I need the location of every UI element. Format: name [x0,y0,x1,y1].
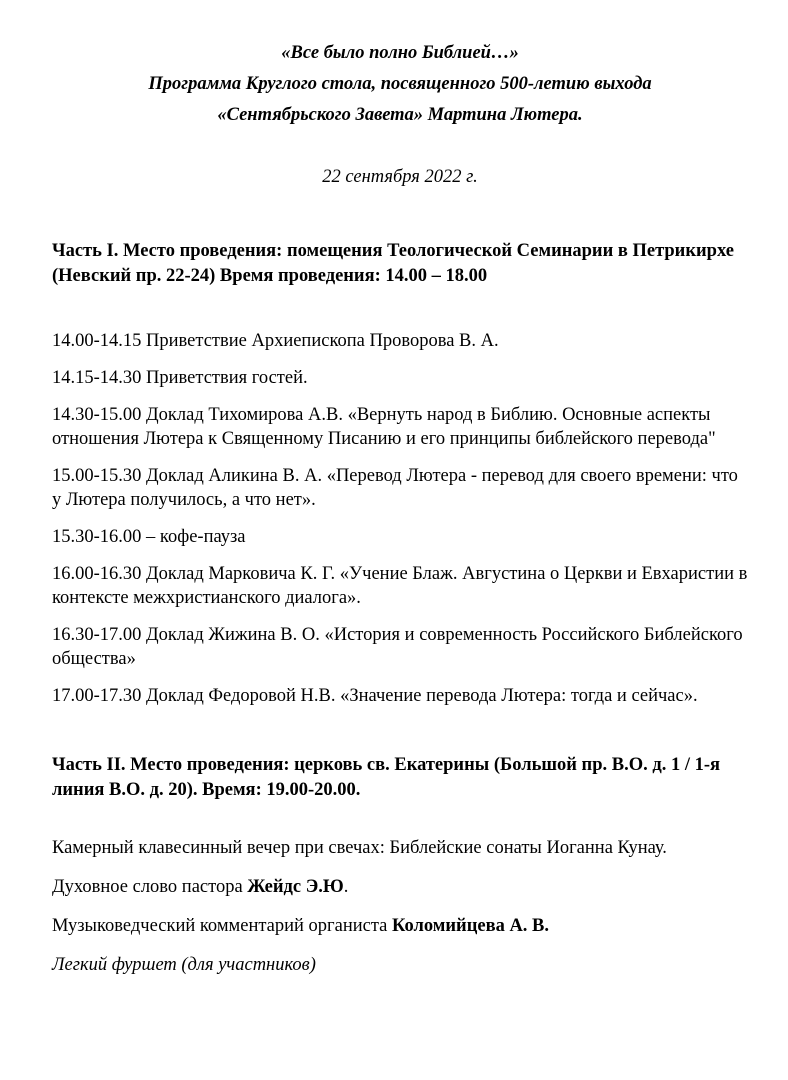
schedule-item: 14.00-14.15 Приветствие Архиепископа Проворова В. А. [52,331,499,351]
header-epigraph: «Все было полно Библией…» [281,43,519,63]
sermon-prefix: Духовное слово пастора [52,877,248,897]
sermon-pastor-name: Жейдс Э.Ю [247,877,344,897]
part-2-title: Часть II. Место проведения: церковь св. Екатерины (Большой пр. В.О. д. 1 / 1-я линия В.О. д. 20). Время: 19.00-20.00. [52,755,721,800]
schedule-item: 14.15-14.30 Приветствия гостей. [52,368,308,388]
schedule-item: 15.00-15.30 Доклад Аликина В. А. «Перевод Лютера - перевод для своего времени: что у Лютера получилось, а что нет». [52,466,738,510]
schedule-item: 16.30-17.00 Доклад Жижина В. О. «История и современность Российского Библейского общества» [52,625,743,669]
organist-name: Коломийцева А. В. [392,916,550,936]
schedule-item: 15.30-16.00 – кофе-пауза [52,527,246,547]
commentary-prefix: Музыковедческий комментарий органиста [52,916,393,936]
sermon-item [52,875,748,899]
document-header [52,0,748,131]
concert-item: Камерный клавесинный вечер при свечах: Библейские сонаты Иоганна Кунау. [52,838,667,858]
commentary-item [52,914,748,938]
part-1-title: Часть I. Место проведения: помещения Теологической Семинарии в Петрикирхе (Невский пр. 22-24) Время проведения: 14.00 – 18.00 [52,241,734,286]
sermon-suffix: . [343,877,349,897]
schedule-item: 14.30-15.00 Доклад Тихомирова А.В. «Вернуть народ в Библию. Основные аспекты отношения Лютера к Священному Писанию и его принципы библейского перевода" [52,405,716,449]
event-date: 22 сентября 2022 г. [322,167,478,187]
buffet-item: Легкий фуршет (для участников) [52,955,316,975]
part-2-program [52,836,748,977]
header-title-line-1: Программа Круглого стола, посвященного 500-летию выхода [148,74,652,94]
header-title-line-2: «Сентябрьского Завета» Мартина Лютера. [217,105,583,125]
part-1-schedule [52,329,748,708]
schedule-item: 16.00-16.30 Доклад Марковича К. Г. «Учение Блаж. Августина о Церкви и Евхаристии в контексте межхристианского диалога». [52,564,748,608]
schedule-item: 17.00-17.30 Доклад Федоровой Н.В. «Значение перевода Лютера: тогда и сейчас». [52,686,698,706]
part-2 [52,753,748,977]
part-1 [52,239,748,708]
